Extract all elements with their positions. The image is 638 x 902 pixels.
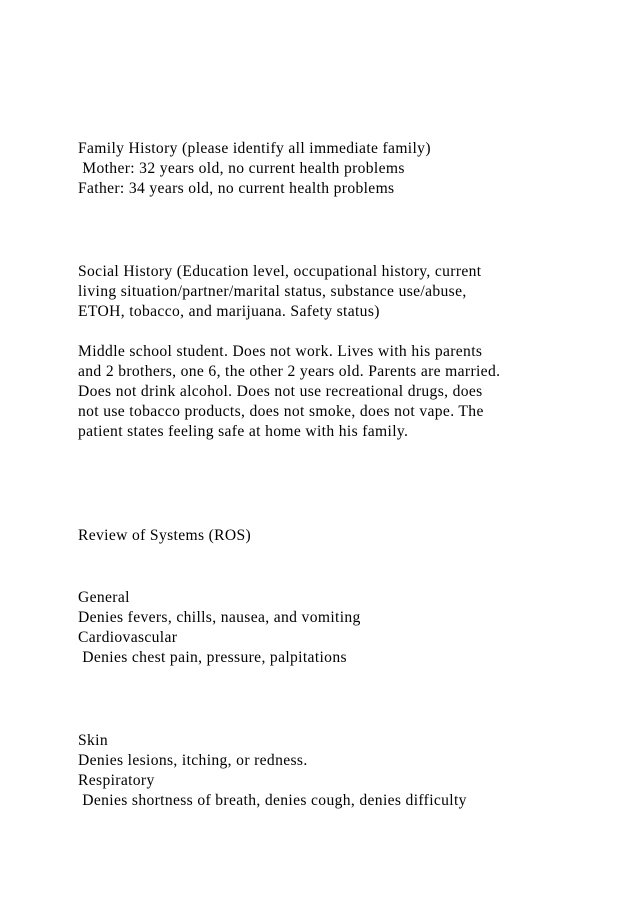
ros-skin-text: Denies lesions, itching, or redness. — [78, 752, 308, 769]
social-history-body-line-1: Middle school student. Does not work. Lives with his parents — [78, 343, 483, 360]
social-history-body-line-3: Does not drink alcohol. Does not use recreational drugs, does — [78, 383, 483, 400]
social-history-heading-line-1: Social History (Education level, occupational history, current — [78, 263, 482, 280]
social-history-heading-line-3: ETOH, tobacco, and marijuana. Safety status) — [78, 303, 380, 320]
ros-cardiovascular-label: Cardiovascular — [78, 629, 178, 646]
ros-heading: Review of Systems (ROS) — [78, 527, 252, 544]
ros-respiratory-label: Respiratory — [78, 772, 155, 789]
family-history-mother: Mother: 32 years old, no current health problems — [78, 160, 405, 177]
ros-skin-label: Skin — [78, 732, 108, 749]
ros-general-label: General — [78, 589, 130, 606]
family-history-heading: Family History (please identify all immediate family) — [78, 140, 431, 157]
ros-cardiovascular-text: Denies chest pain, pressure, palpitations — [78, 649, 347, 666]
social-history-heading-line-2: living situation/partner/marital status, substance use/abuse, — [78, 283, 467, 300]
social-history-body-line-5: patient states feeling safe at home with his family. — [78, 423, 409, 440]
ros-general-text: Denies fevers, chills, nausea, and vomiting — [78, 609, 361, 626]
social-history-body-line-2: and 2 brothers, one 6, the other 2 years old. Parents are married. — [78, 363, 501, 380]
social-history-body-line-4: not use tobacco products, does not smoke, does not vape. The — [78, 403, 484, 420]
ros-respiratory-text: Denies shortness of breath, denies cough, denies difficulty — [78, 792, 467, 809]
family-history-father: Father: 34 years old, no current health problems — [78, 180, 395, 197]
